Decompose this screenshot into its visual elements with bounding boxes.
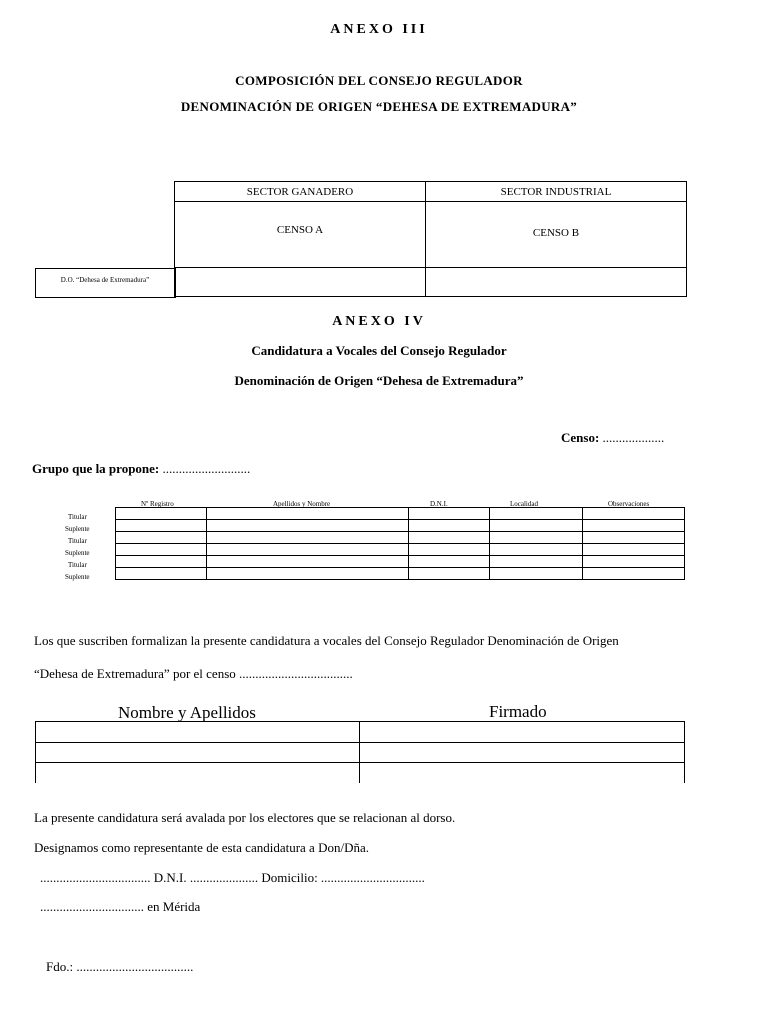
ganadero-value-cell <box>175 268 426 297</box>
annex-iv-heading-2: Denominación de Origen “Dehesa de Extremadura” <box>234 373 524 388</box>
table-row <box>116 520 685 532</box>
merida-line: ................................ en Mérida <box>40 899 201 914</box>
annex-iv-title: ANEXO IV <box>332 314 426 329</box>
censo-field <box>561 430 664 446</box>
col-header-registro: Nº Registro <box>141 500 174 508</box>
row-label-titular-3: Titular <box>68 561 87 569</box>
annex-iii-title: ANEXO III <box>330 22 428 37</box>
row-label-suplente-3: Suplente <box>65 573 90 581</box>
sign-col-header-nombre: Nombre y Apellidos <box>118 703 256 722</box>
sign-col-header-firmado: Firmado <box>489 702 547 721</box>
table-row <box>116 532 685 544</box>
table-row <box>36 742 685 763</box>
table-row <box>116 544 685 556</box>
table-row <box>116 568 685 580</box>
censo-a-cell: CENSO A <box>175 202 426 268</box>
aval-text: La presente candidatura será avalada por los electores que se relacionan al dorso. <box>34 810 456 825</box>
consejo-composition-table <box>174 181 687 297</box>
row-label-titular-2: Titular <box>68 537 87 545</box>
sector-industrial-header: SECTOR INDUSTRIAL <box>425 182 686 202</box>
grupo-field <box>32 461 250 477</box>
representative-line: .................................. D.N.I. ..................... Domicilio: ................................ <box>40 870 425 885</box>
fdo-line: Fdo.: .................................... <box>46 959 194 974</box>
table-row <box>116 508 685 520</box>
col-header-observaciones: Observaciones <box>608 500 650 508</box>
censo-label: Censo: <box>561 430 600 445</box>
annex-iv-heading-1: Candidatura a Vocales del Consejo Regulador <box>251 343 507 358</box>
row-label-suplente-2: Suplente <box>65 549 90 557</box>
censo-b-cell: CENSO B <box>425 202 686 268</box>
row-label-titular-1: Titular <box>68 513 87 521</box>
col-header-localidad: Localidad <box>510 500 538 508</box>
table-row <box>36 763 685 783</box>
do-row-label: D.O. “Dehesa de Extremadura” <box>60 276 150 284</box>
designamos-text: Designamos como representante de esta candidatura a Don/Dña. <box>34 840 369 855</box>
candidates-table <box>115 507 685 580</box>
censo-value: ................... <box>602 430 665 445</box>
row-label-suplente-1: Suplente <box>65 525 90 533</box>
sector-ganadero-header: SECTOR GANADERO <box>175 182 426 202</box>
table-row <box>116 556 685 568</box>
col-header-dni: D.N.I. <box>430 500 448 508</box>
annex-iii-heading-2: DENOMINACIÓN DE ORIGEN “DEHESA DE EXTREMADURA” <box>180 99 578 114</box>
annex-iii-heading-1: COMPOSICIÓN DEL CONSEJO REGULADOR <box>235 73 523 88</box>
industrial-value-cell <box>425 268 686 297</box>
grupo-value: ........................... <box>162 461 251 476</box>
col-header-nombre: Apellidos y Nombre <box>273 500 331 508</box>
paragraph-line-2: “Dehesa de Extremadura” por el censo ................................... <box>34 666 353 681</box>
signature-table <box>35 721 685 783</box>
grupo-label: Grupo que la propone: <box>32 461 160 476</box>
paragraph-line-1: Los que suscriben formalizan la presente candidatura a vocales del Consejo Regulador Denominación de Origen <box>34 633 619 648</box>
table-row <box>36 722 685 743</box>
